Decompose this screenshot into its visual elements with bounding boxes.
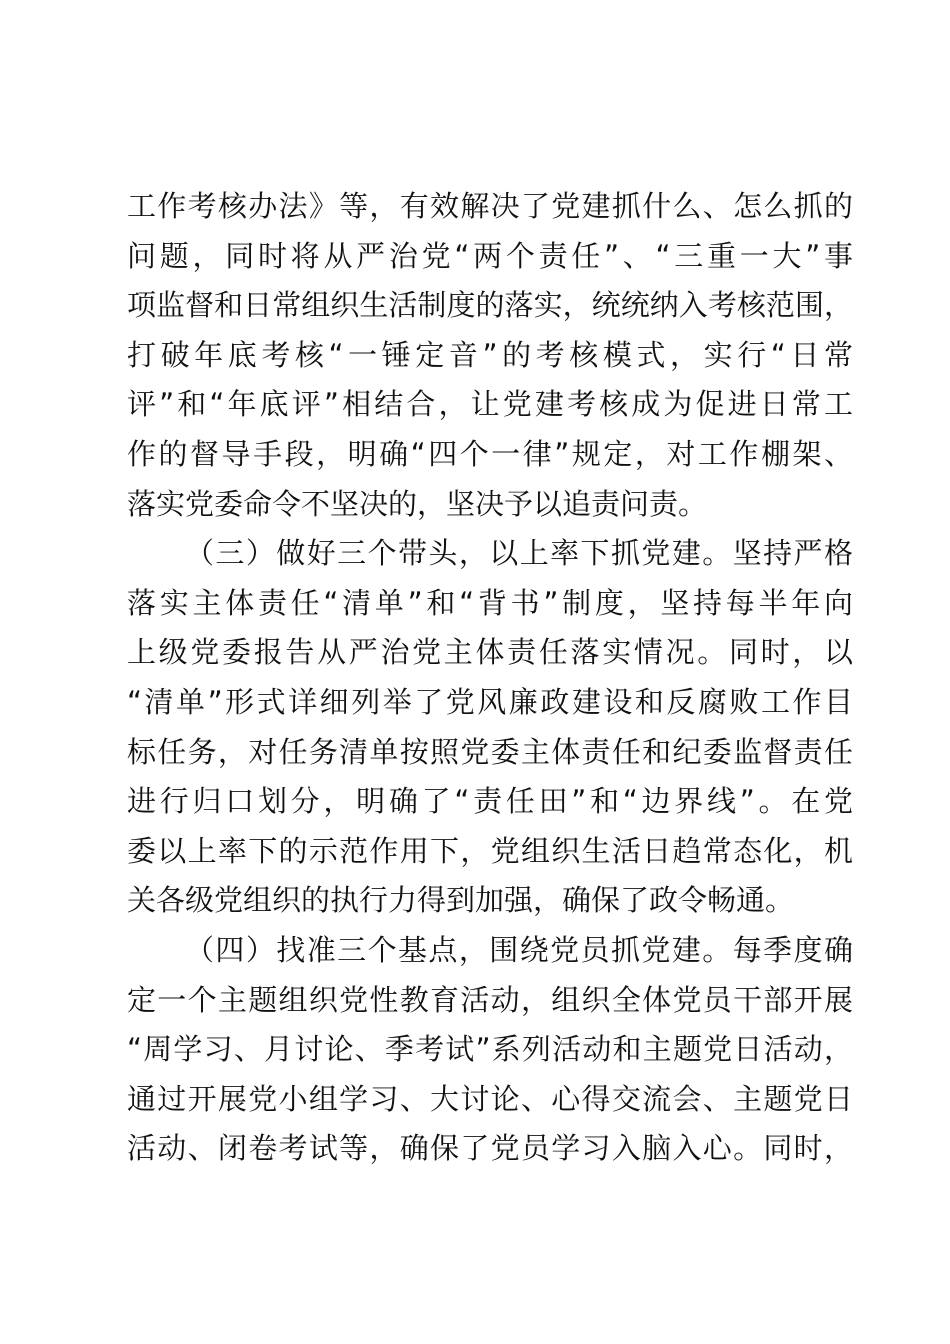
- text-line: 项监督和日常组织生活制度的落实，统统纳入考核范围，: [127, 288, 853, 323]
- paragraph-last-line: 关各级党组织的执行力得到加强，确保了政令畅通。: [127, 883, 795, 918]
- text-line: 作的督导手段，明确“四个一律”规定，对工作棚架、: [127, 436, 853, 471]
- text-line: 定一个主题组织党性教育活动，组织全体党员干部开展: [127, 982, 853, 1017]
- text-line: 评”和“年底评”相结合，让党建考核成为促进日常工: [127, 387, 853, 422]
- body-text: [127, 182, 853, 1174]
- paragraph-heading-three: （三）做好三个带头，以上率下抓党建。坚持严格: [185, 536, 853, 571]
- paragraph-last-line: 落实党委命令不坚决的，坚决予以追责问责。: [127, 486, 708, 521]
- text-line: 进行归口划分，明确了“责任田”和“边界线”。在党: [127, 784, 853, 819]
- text-line: 委以上率下的示范作用下，党组织生活日趋常态化，机: [127, 833, 853, 868]
- text-line: 上级党委报告从严治党主体责任落实情况。同时，以: [127, 635, 853, 670]
- paragraph-heading-four: （四）找准三个基点，围绕党员抓党建。每季度确: [185, 932, 853, 967]
- text-line: 工作考核办法》等，有效解决了党建抓什么、怎么抓的: [127, 189, 853, 223]
- text-line: “清单”形式详细列举了党风廉政建设和反腐败工作目: [127, 684, 853, 719]
- text-line: 打破年底考核“一锤定音”的考核模式，实行“日常: [127, 337, 853, 372]
- text-line: 问题，同时将从严治党“两个责任”、“三重一大”事: [127, 238, 853, 273]
- text-line: 活动、闭卷考试等，确保了党员学习入脑入心。同时，: [127, 1131, 853, 1166]
- text-line: 落实主体责任“清单”和“背书”制度，坚持每半年向: [127, 585, 853, 620]
- text-line: 通过开展党小组学习、大讨论、心得交流会、主题党日: [127, 1081, 853, 1116]
- text-line: 标任务，对任务清单按照党委主体责任和纪委监督责任: [127, 734, 853, 769]
- text-line: “周学习、月讨论、季考试”系列活动和主题党日活动，: [127, 1032, 853, 1067]
